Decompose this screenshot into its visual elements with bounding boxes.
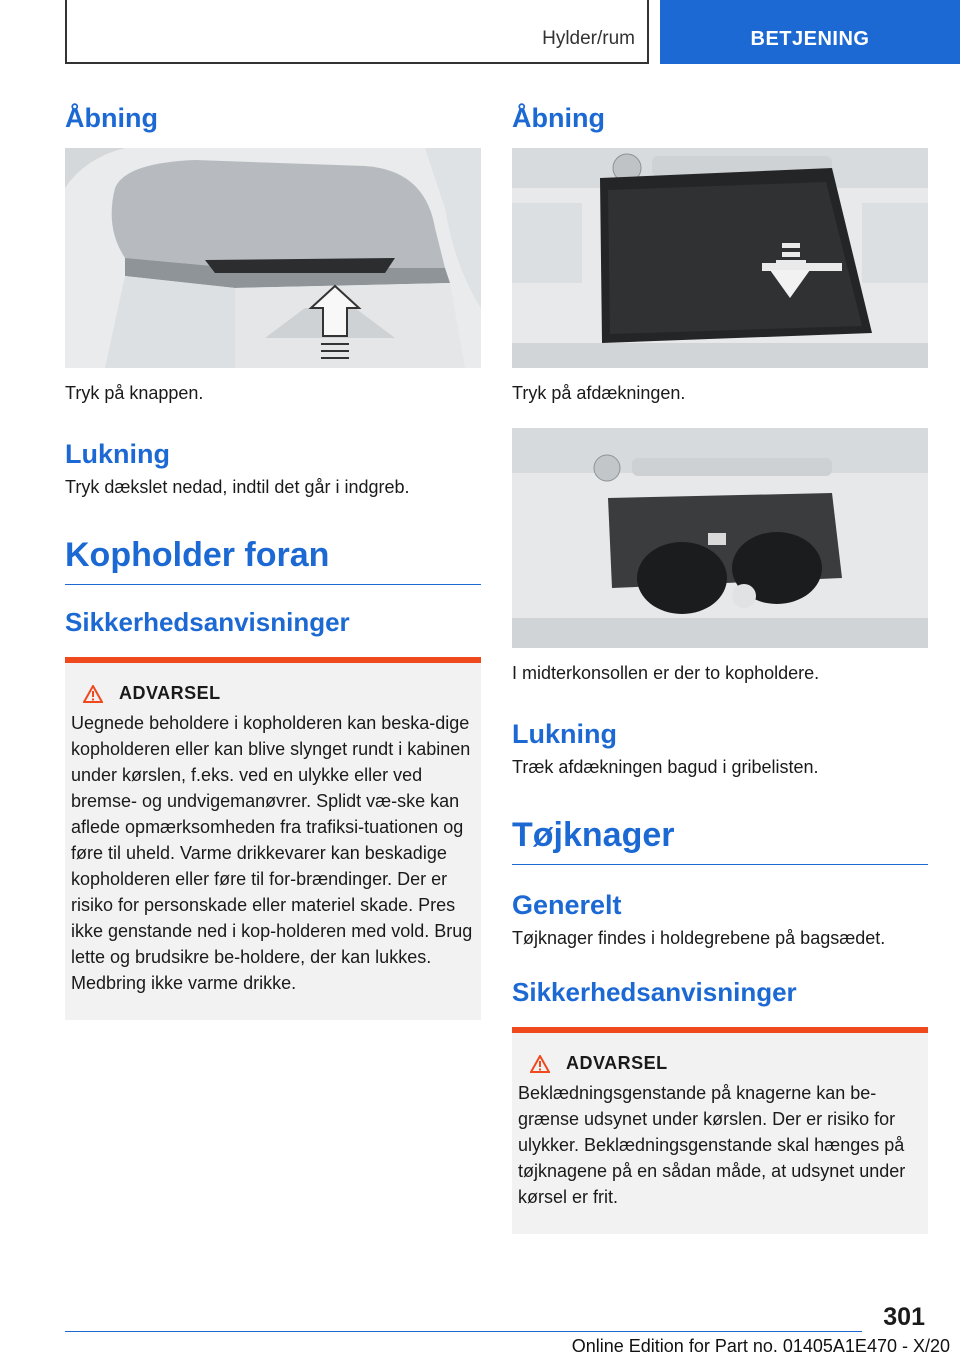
cupholders-illustration [512,428,928,648]
warning-triangle-icon [530,1055,550,1073]
heading-safety-hooks: Sikkerhedsanvisninger [512,977,797,1007]
armrest-photo [65,148,481,368]
cupholders-photo [512,428,928,648]
caption-two-cupholders: I midterkonsollen er der to kopholdere. [512,663,820,683]
header-section-tab [65,0,649,64]
page-number: 301 [883,1303,925,1331]
title-coat-hooks: Tøjknager [512,810,928,865]
header-chapter-title: BETJENING [750,28,870,50]
title-cupholder-front: Kopholder foran [65,530,481,585]
left-column [65,98,481,1020]
header-chapter-tab [660,0,960,64]
warning-text-cupholder: Uegnede beholdere i kopholderen kan beska-dige kopholderen eller kan blive slynget rundt i kabinen under kørslen, f.eks. ved en ulykke eller ved bremse- og undvigemanøvrer. Splidt væ-ske kan aflede opmærksomheden fra trafiksi-tuationen og føre til uheld. Varme drikkevarer kan beskadige kopholderen eller føre til for-brændinger. Der er risiko for personskade eller materiel skade. Pres ikke genstande ned i kop-holderen med vold. Brug lette og brudsikre be-holdere, der kan lukkes. Medbring ikke varme drikke. [71,713,473,993]
footer-edition: Online Edition for Part no. 01405A1E470 - X/20 [571,1336,950,1356]
warning-title-row [71,683,475,704]
warning-box-hooks [512,1027,928,1234]
text-closing-armrest: Tryk dækslet nedad, indtil det går i indgreb. [65,477,410,497]
warning-text-hooks: Beklædningsgenstande på knagerne kan be-grænse udsynet under kørslen. Der er risiko for ulykker. Beklædningsgenstande skal hænges på tøjknagene på en sådan måde, at udsynet under kørsel er frit. [518,1083,906,1207]
heading-opening-armrest: Åbning [65,103,158,133]
console-cover-illustration [512,148,928,368]
text-general-hooks: Tøjknager findes i holdegrebene på bagsædet. [512,928,886,948]
caption-press-button: Tryk på knappen. [65,383,204,403]
warning-label: ADVARSEL [566,1053,668,1073]
console-cover-photo [512,148,928,368]
heading-safety-cupholder: Sikkerhedsanvisninger [65,607,350,637]
header-section-title: Hylder/rum [542,28,635,49]
heading-opening-console: Åbning [512,103,605,133]
footer-divider [65,1331,862,1332]
right-column [512,98,928,1234]
heading-closing-console: Lukning [512,719,617,749]
warning-box-cupholder [65,657,481,1020]
caption-press-cover: Tryk på afdækningen. [512,383,686,403]
text-closing-console: Træk afdækningen bagud i gribelisten. [512,757,819,777]
heading-general: Generelt [512,890,622,920]
heading-closing-armrest: Lukning [65,439,170,469]
warning-title-row [518,1053,922,1074]
warning-label: ADVARSEL [119,683,221,703]
warning-triangle-icon [83,685,103,703]
armrest-illustration [65,148,481,368]
